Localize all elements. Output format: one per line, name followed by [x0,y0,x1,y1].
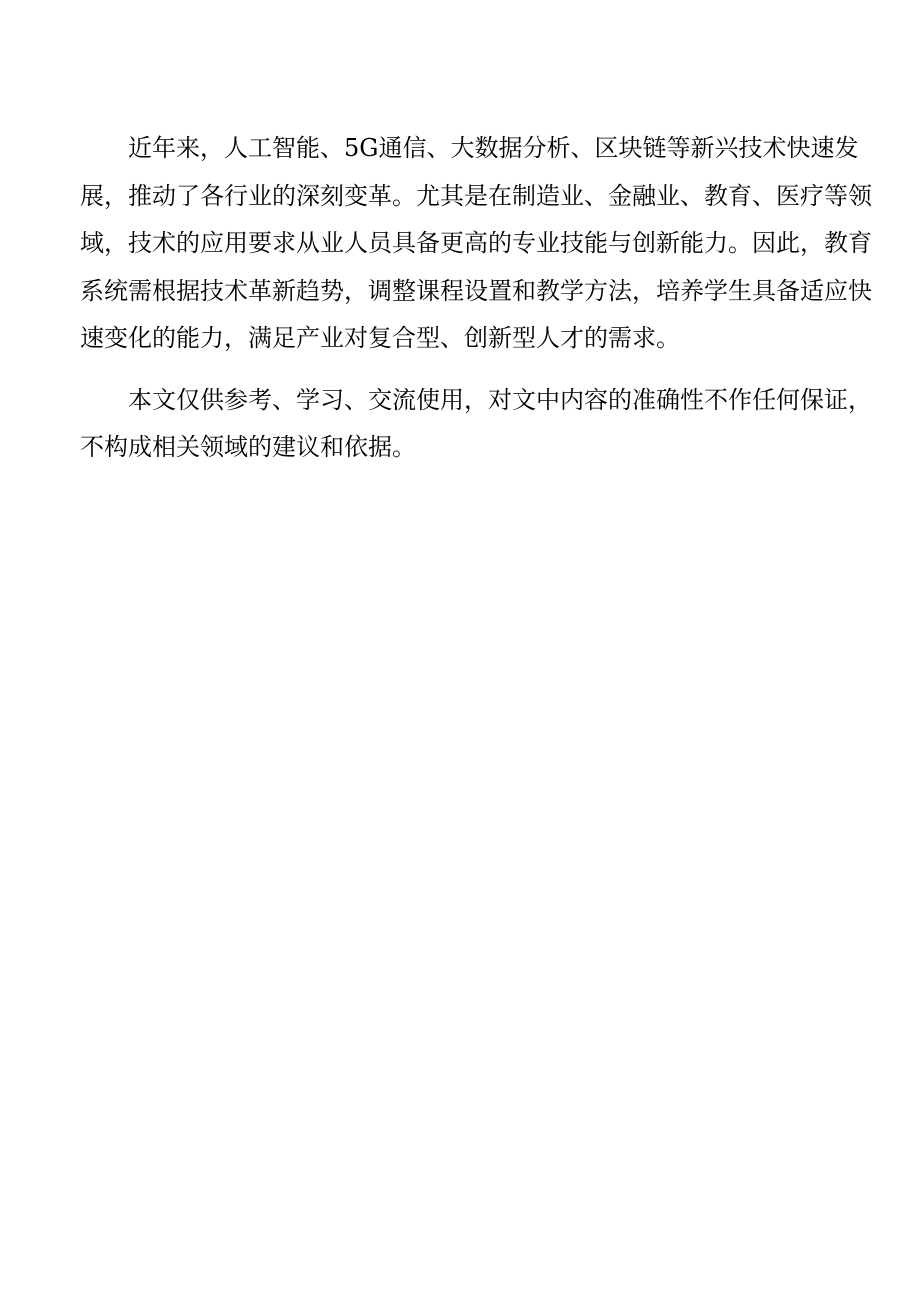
document-body [80,134,872,483]
paragraph-line: 系统需根据技术革新趋势，调整课程设置和教学方法，培养学生具备适应快 [80,276,872,305]
paragraph-line: 域，技术的应用要求从业人员具备更高的专业技能与创新能力。因此，教育 [80,229,872,257]
paragraph-disclaimer [80,385,872,461]
paragraph-line: 展，推动了各行业的深刻变革。尤其是在制造业、金融业、教育、医疗等领 [80,181,872,210]
paragraph-line: 速变化的能力，满足产业对复合型、创新型人才的需求。 [80,324,680,352]
paragraph-line: 近年来，人工智能、5G通信、大数据分析、区块链等新兴技术快速发 [128,134,859,162]
paragraph-intro [80,134,872,352]
paragraph-line: 本文仅供参考、学习、交流使用，对文中内容的准确性不作任何保证， [128,385,872,414]
paragraph-line: 不构成相关领域的建议和依据。 [80,433,416,461]
